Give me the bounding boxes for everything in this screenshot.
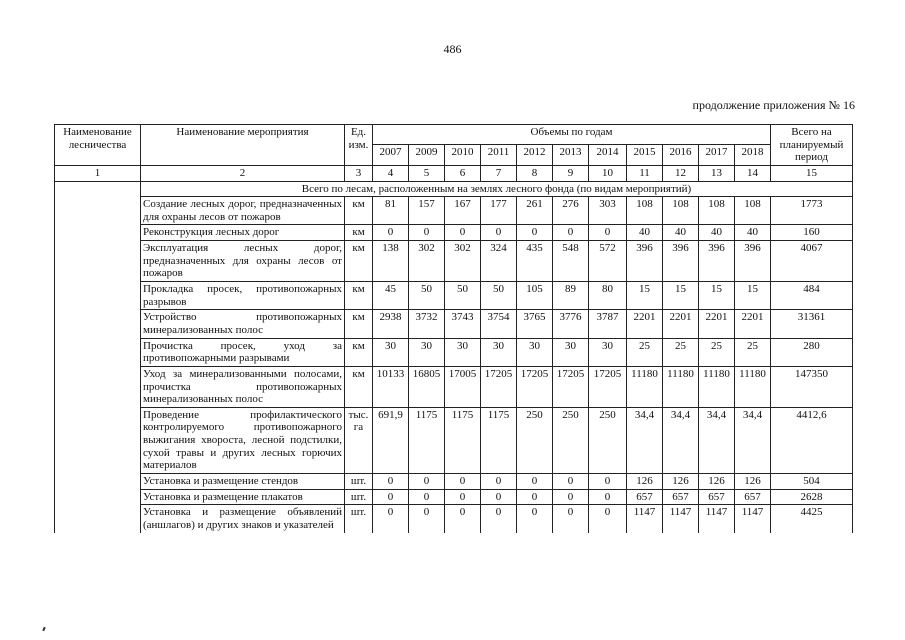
total-value: 4412,6 bbox=[771, 407, 853, 473]
year-value: 0 bbox=[553, 489, 589, 505]
scan-mark bbox=[42, 627, 46, 631]
year-value: 30 bbox=[517, 338, 553, 366]
section-title: Всего по лесам, расположенным на землях лесного фонда (по видам мероприятий) bbox=[141, 181, 853, 197]
year-value: 17005 bbox=[445, 366, 481, 407]
year-value: 0 bbox=[373, 489, 409, 505]
unit-cell: шт. bbox=[345, 489, 373, 505]
column-number: 4 bbox=[373, 165, 409, 181]
column-number: 12 bbox=[663, 165, 699, 181]
year-value: 1147 bbox=[627, 505, 663, 533]
year-value: 0 bbox=[481, 489, 517, 505]
year-value: 40 bbox=[699, 225, 735, 241]
year-value: 15 bbox=[735, 282, 771, 310]
unit-cell: км bbox=[345, 338, 373, 366]
column-number: 14 bbox=[735, 165, 771, 181]
year-value: 30 bbox=[589, 338, 627, 366]
appendix-continuation-note: продолжение приложения № 16 bbox=[692, 98, 855, 112]
year-value: 548 bbox=[553, 241, 589, 282]
year-value: 250 bbox=[517, 407, 553, 473]
year-value: 15 bbox=[663, 282, 699, 310]
year-value: 0 bbox=[517, 225, 553, 241]
unit-cell: км bbox=[345, 225, 373, 241]
total-value: 2628 bbox=[771, 489, 853, 505]
year-value: 572 bbox=[589, 241, 627, 282]
year-value: 324 bbox=[481, 241, 517, 282]
forestry-cell bbox=[55, 225, 141, 241]
year-value: 0 bbox=[373, 505, 409, 533]
year-value: 40 bbox=[735, 225, 771, 241]
table-row bbox=[55, 407, 853, 473]
year-value: 50 bbox=[409, 282, 445, 310]
year-value: 80 bbox=[589, 282, 627, 310]
forestry-cell bbox=[55, 338, 141, 366]
year-value: 3765 bbox=[517, 310, 553, 338]
year-value: 3743 bbox=[445, 310, 481, 338]
year-value: 30 bbox=[553, 338, 589, 366]
year-value: 0 bbox=[481, 505, 517, 533]
table-row bbox=[55, 474, 853, 490]
table-row bbox=[55, 225, 853, 241]
year-value: 657 bbox=[627, 489, 663, 505]
total-value: 504 bbox=[771, 474, 853, 490]
year-value: 89 bbox=[553, 282, 589, 310]
year-value: 396 bbox=[627, 241, 663, 282]
year-value: 30 bbox=[445, 338, 481, 366]
year-value: 1147 bbox=[699, 505, 735, 533]
total-value: 280 bbox=[771, 338, 853, 366]
year-value: 126 bbox=[663, 474, 699, 490]
year-value: 0 bbox=[517, 505, 553, 533]
unit-cell: шт. bbox=[345, 505, 373, 533]
activity-name: Установка и размещение объявлений (аншлагов) и других знаков и указателей bbox=[141, 505, 345, 533]
year-header: 2015 bbox=[627, 145, 663, 165]
year-value: 17205 bbox=[481, 366, 517, 407]
total-value: 484 bbox=[771, 282, 853, 310]
activity-name: Устройство противопожарных минерализованных полос bbox=[141, 310, 345, 338]
year-value: 0 bbox=[445, 505, 481, 533]
year-value: 302 bbox=[409, 241, 445, 282]
year-header: 2014 bbox=[589, 145, 627, 165]
unit-cell: шт. bbox=[345, 474, 373, 490]
table-row bbox=[55, 310, 853, 338]
column-number: 9 bbox=[553, 165, 589, 181]
year-value: 30 bbox=[481, 338, 517, 366]
total-column-header: Всего на планируемый период bbox=[771, 125, 853, 166]
total-value: 147350 bbox=[771, 366, 853, 407]
year-value: 0 bbox=[409, 474, 445, 490]
column-number: 11 bbox=[627, 165, 663, 181]
year-value: 396 bbox=[663, 241, 699, 282]
forestry-cell bbox=[55, 310, 141, 338]
year-header: 2013 bbox=[553, 145, 589, 165]
page-number: 486 bbox=[443, 42, 462, 56]
year-value: 30 bbox=[373, 338, 409, 366]
year-value: 0 bbox=[373, 225, 409, 241]
table-row bbox=[55, 282, 853, 310]
table-row bbox=[55, 505, 853, 533]
year-value: 40 bbox=[663, 225, 699, 241]
year-value: 10133 bbox=[373, 366, 409, 407]
year-value: 0 bbox=[409, 225, 445, 241]
year-value: 126 bbox=[627, 474, 663, 490]
year-value: 50 bbox=[445, 282, 481, 310]
year-value: 657 bbox=[699, 489, 735, 505]
unit-cell: км bbox=[345, 366, 373, 407]
column-number: 15 bbox=[771, 165, 853, 181]
year-value: 25 bbox=[663, 338, 699, 366]
column-number: 5 bbox=[409, 165, 445, 181]
column-number: 10 bbox=[589, 165, 627, 181]
activity-name: Создание лесных дорог, предназначенных для охраны лесов от пожаров bbox=[141, 197, 345, 225]
forestry-column-header: Наименование лесничества bbox=[55, 125, 141, 166]
total-value: 160 bbox=[771, 225, 853, 241]
year-value: 16805 bbox=[409, 366, 445, 407]
year-value: 250 bbox=[553, 407, 589, 473]
year-value: 3787 bbox=[589, 310, 627, 338]
forestry-cell bbox=[55, 474, 141, 490]
year-value: 45 bbox=[373, 282, 409, 310]
year-value: 25 bbox=[627, 338, 663, 366]
forestry-cell bbox=[55, 241, 141, 282]
unit-cell: тыс. га bbox=[345, 407, 373, 473]
forestry-cell bbox=[55, 505, 141, 533]
activity-name: Проведение профилактического контролируемого противопожарного выжигания хвороста, лесной подстилки, сухой травы и других лесных горючих материалов bbox=[141, 407, 345, 473]
table-row bbox=[55, 241, 853, 282]
year-value: 34,4 bbox=[663, 407, 699, 473]
unit-cell: км bbox=[345, 310, 373, 338]
year-value: 157 bbox=[409, 197, 445, 225]
year-header: 2016 bbox=[663, 145, 699, 165]
year-value: 302 bbox=[445, 241, 481, 282]
volumes-by-year-header: Объемы по годам bbox=[373, 125, 771, 145]
year-value: 177 bbox=[481, 197, 517, 225]
column-number: 8 bbox=[517, 165, 553, 181]
year-value: 0 bbox=[553, 225, 589, 241]
year-value: 17205 bbox=[589, 366, 627, 407]
year-value: 0 bbox=[409, 505, 445, 533]
table-row bbox=[55, 338, 853, 366]
unit-cell: км bbox=[345, 282, 373, 310]
year-value: 30 bbox=[409, 338, 445, 366]
year-value: 2201 bbox=[699, 310, 735, 338]
forestry-cell bbox=[55, 282, 141, 310]
year-value: 108 bbox=[663, 197, 699, 225]
activity-name: Уход за минерализованными полосами, прочистка противопожарных минерализованных полос bbox=[141, 366, 345, 407]
table-row bbox=[55, 489, 853, 505]
year-value: 108 bbox=[735, 197, 771, 225]
year-value: 108 bbox=[699, 197, 735, 225]
activity-name: Установка и размещение плакатов bbox=[141, 489, 345, 505]
year-value: 0 bbox=[589, 505, 627, 533]
year-value: 25 bbox=[699, 338, 735, 366]
year-value: 126 bbox=[735, 474, 771, 490]
year-value: 40 bbox=[627, 225, 663, 241]
year-value: 3732 bbox=[409, 310, 445, 338]
year-value: 138 bbox=[373, 241, 409, 282]
year-header: 2010 bbox=[445, 145, 481, 165]
year-header: 2017 bbox=[699, 145, 735, 165]
year-value: 0 bbox=[553, 474, 589, 490]
year-value: 396 bbox=[735, 241, 771, 282]
activity-name: Прокладка просек, противопожарных разрывов bbox=[141, 282, 345, 310]
column-number: 3 bbox=[345, 165, 373, 181]
year-value: 105 bbox=[517, 282, 553, 310]
year-value: 3754 bbox=[481, 310, 517, 338]
year-value: 303 bbox=[589, 197, 627, 225]
year-value: 0 bbox=[445, 225, 481, 241]
forestry-cell bbox=[55, 366, 141, 407]
year-value: 0 bbox=[409, 489, 445, 505]
year-value: 3776 bbox=[553, 310, 589, 338]
year-value: 0 bbox=[481, 474, 517, 490]
activity-name: Реконструкция лесных дорог bbox=[141, 225, 345, 241]
year-value: 34,4 bbox=[735, 407, 771, 473]
year-value: 2201 bbox=[627, 310, 663, 338]
year-header: 2012 bbox=[517, 145, 553, 165]
unit-cell: км bbox=[345, 241, 373, 282]
year-value: 11180 bbox=[663, 366, 699, 407]
year-value: 0 bbox=[373, 474, 409, 490]
column-numbers-row bbox=[55, 165, 853, 181]
activity-name: Эксплуатация лесных дорог, предназначенных для охраны лесов от пожаров bbox=[141, 241, 345, 282]
year-value: 2201 bbox=[735, 310, 771, 338]
total-value: 4067 bbox=[771, 241, 853, 282]
year-value: 2201 bbox=[663, 310, 699, 338]
year-value: 0 bbox=[517, 474, 553, 490]
column-number: 13 bbox=[699, 165, 735, 181]
year-value: 25 bbox=[735, 338, 771, 366]
year-value: 34,4 bbox=[699, 407, 735, 473]
year-value: 1175 bbox=[445, 407, 481, 473]
year-header: 2007 bbox=[373, 145, 409, 165]
table-row bbox=[55, 197, 853, 225]
year-value: 435 bbox=[517, 241, 553, 282]
year-header: 2009 bbox=[409, 145, 445, 165]
unit-column-header: Ед. изм. bbox=[345, 125, 373, 166]
year-value: 1147 bbox=[735, 505, 771, 533]
year-header: 2018 bbox=[735, 145, 771, 165]
forestry-cell bbox=[55, 197, 141, 225]
year-value: 11180 bbox=[735, 366, 771, 407]
year-value: 126 bbox=[699, 474, 735, 490]
forestry-cell bbox=[55, 407, 141, 473]
year-value: 0 bbox=[553, 505, 589, 533]
total-value: 4425 bbox=[771, 505, 853, 533]
year-value: 2938 bbox=[373, 310, 409, 338]
year-value: 167 bbox=[445, 197, 481, 225]
year-value: 50 bbox=[481, 282, 517, 310]
year-value: 34,4 bbox=[627, 407, 663, 473]
year-value: 15 bbox=[699, 282, 735, 310]
year-value: 691,9 bbox=[373, 407, 409, 473]
year-value: 17205 bbox=[553, 366, 589, 407]
year-value: 11180 bbox=[627, 366, 663, 407]
activities-table bbox=[54, 124, 853, 533]
activity-name: Прочистка просек, уход за противопожарными разрывами bbox=[141, 338, 345, 366]
year-value: 0 bbox=[445, 474, 481, 490]
year-value: 0 bbox=[481, 225, 517, 241]
year-value: 1147 bbox=[663, 505, 699, 533]
year-value: 11180 bbox=[699, 366, 735, 407]
year-value: 0 bbox=[589, 474, 627, 490]
year-value: 81 bbox=[373, 197, 409, 225]
year-value: 0 bbox=[589, 225, 627, 241]
column-number: 7 bbox=[481, 165, 517, 181]
forestry-cell bbox=[55, 489, 141, 505]
year-value: 15 bbox=[627, 282, 663, 310]
year-value: 108 bbox=[627, 197, 663, 225]
activity-column-header: Наименование мероприятия bbox=[141, 125, 345, 166]
section-row bbox=[55, 181, 853, 197]
column-number: 1 bbox=[55, 165, 141, 181]
table-row bbox=[55, 366, 853, 407]
year-value: 0 bbox=[445, 489, 481, 505]
year-value: 276 bbox=[553, 197, 589, 225]
column-number: 2 bbox=[141, 165, 345, 181]
year-value: 396 bbox=[699, 241, 735, 282]
year-value: 0 bbox=[589, 489, 627, 505]
year-value: 17205 bbox=[517, 366, 553, 407]
unit-cell: км bbox=[345, 197, 373, 225]
year-value: 1175 bbox=[409, 407, 445, 473]
year-value: 657 bbox=[663, 489, 699, 505]
year-header: 2011 bbox=[481, 145, 517, 165]
year-value: 250 bbox=[589, 407, 627, 473]
total-value: 1773 bbox=[771, 197, 853, 225]
year-value: 657 bbox=[735, 489, 771, 505]
activity-name: Установка и размещение стендов bbox=[141, 474, 345, 490]
total-value: 31361 bbox=[771, 310, 853, 338]
year-value: 261 bbox=[517, 197, 553, 225]
table-header-row bbox=[55, 125, 853, 145]
year-value: 1175 bbox=[481, 407, 517, 473]
column-number: 6 bbox=[445, 165, 481, 181]
section-empty-cell bbox=[55, 181, 141, 197]
year-value: 0 bbox=[517, 489, 553, 505]
